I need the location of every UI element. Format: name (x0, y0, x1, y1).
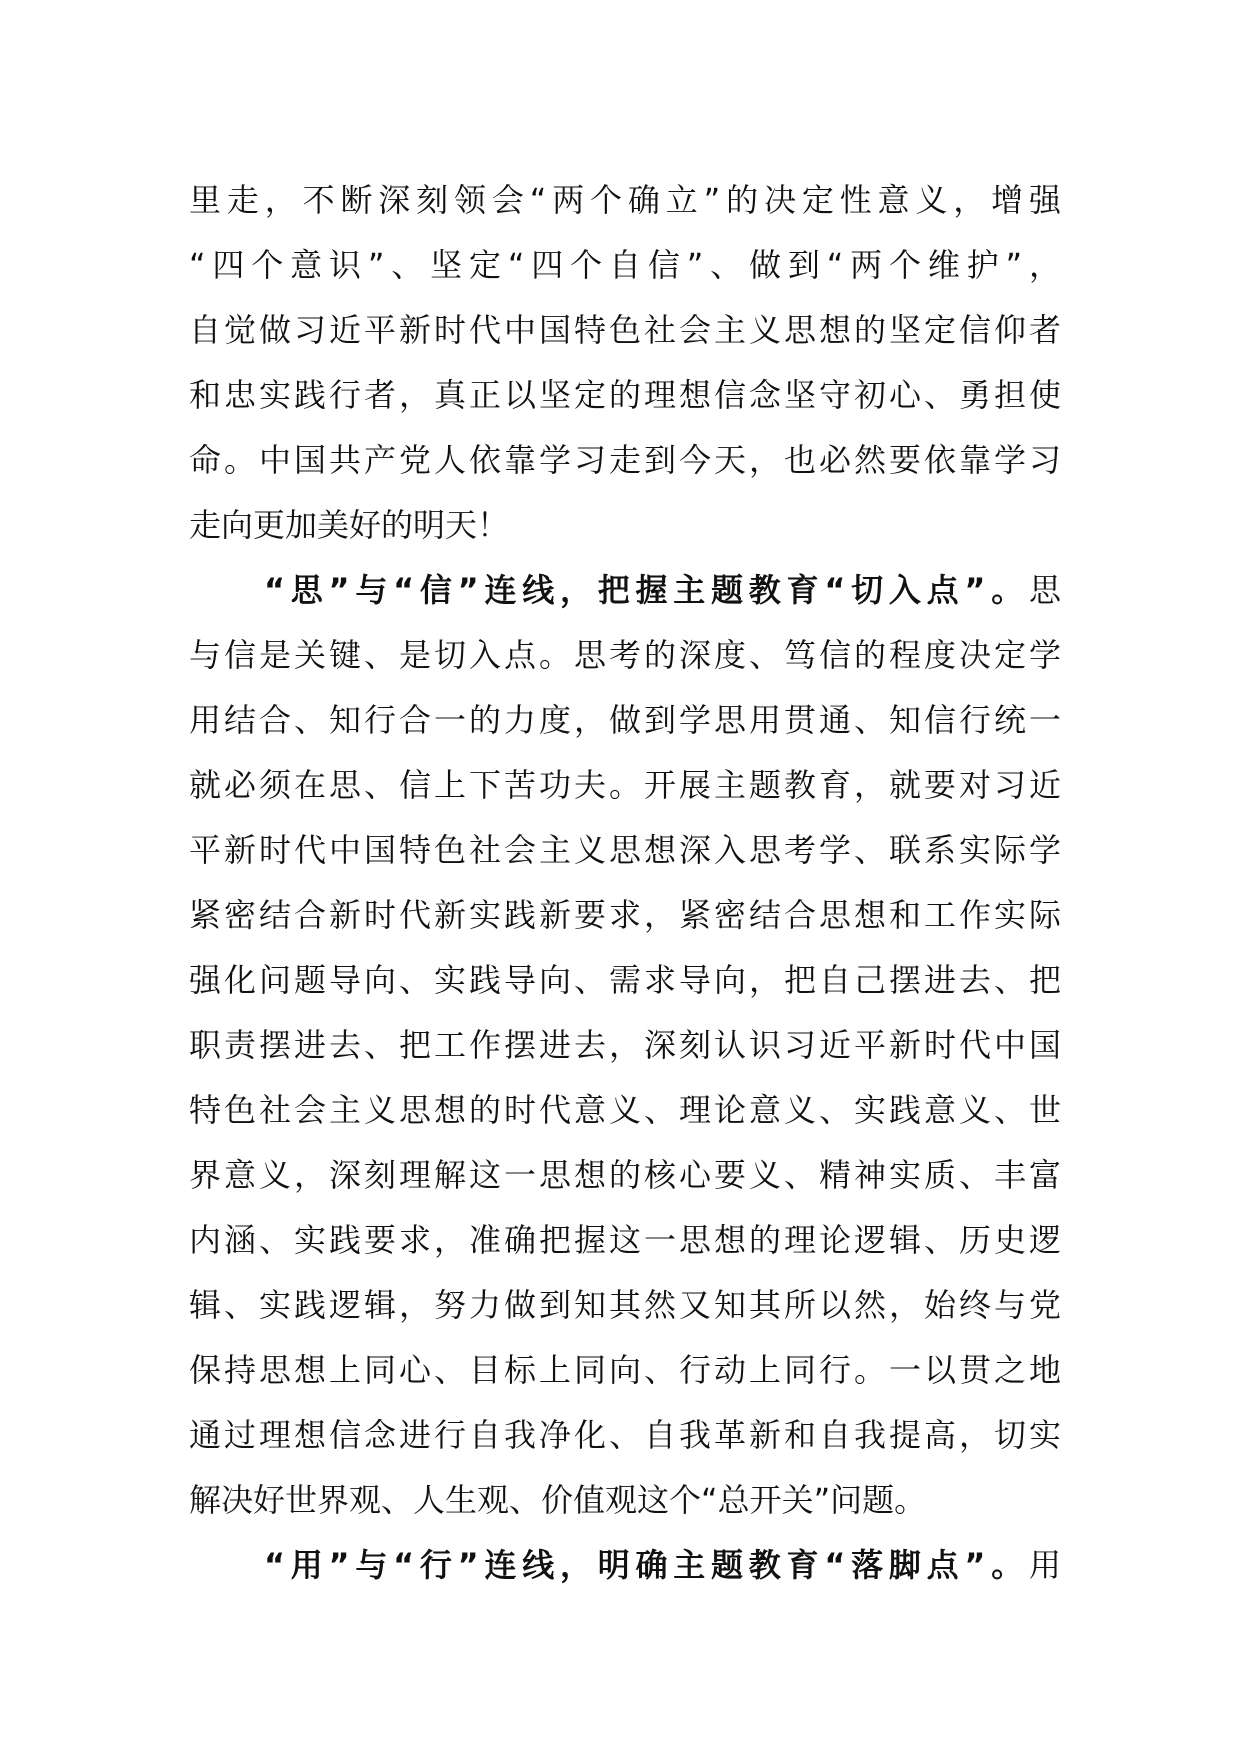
text-line: 辑、实践逻辑，努力做到知其然又知其所以然，始终与党 (189, 1286, 1061, 1324)
paragraph-2 (189, 558, 1061, 1533)
text-line: 就必须在思、信上下苦功夫。开展主题教育，就要对习近 (189, 766, 1061, 804)
text-line: 与信是关键、是切入点。思考的深度、笃信的程度决定学 (189, 636, 1061, 674)
document-body (189, 168, 1061, 1598)
paragraph-3 (189, 1533, 1061, 1598)
text-line: 解决好世界观、人生观、价值观这个“总开关”问题。 (189, 1481, 927, 1519)
text-line: 和忠实践行者，真正以坚定的理想信念坚守初心、勇担使 (189, 376, 1061, 414)
paragraph-1 (189, 168, 1061, 558)
text-line: 职责摆进去、把工作摆进去，深刻认识习近平新时代中国 (189, 1026, 1061, 1064)
text-line: 自觉做习近平新时代中国特色社会主义思想的坚定信仰者 (189, 311, 1061, 349)
text-line: 紧密结合新时代新实践新要求，紧密结合思想和工作实际 (189, 896, 1061, 934)
text-line: 用结合、知行合一的力度，做到学思用贯通、知信行统一 (189, 701, 1061, 739)
paragraph-lead-heading: “思”与“信”连线，把握主题教育“切入点”。 (264, 571, 1029, 609)
text-line: “四个意识”、坚定“四个自信”、做到“两个维护”， (189, 246, 1061, 284)
paragraph-lead-heading: “用”与“行”连线，明确主题教育“落脚点”。 (264, 1546, 1029, 1584)
text-line: 走向更加美好的明天！ (189, 506, 510, 544)
text-line: 保持思想上同心、目标上同向、行动上同行。一以贯之地 (189, 1351, 1061, 1389)
text-line: 内涵、实践要求，准确把握这一思想的理论逻辑、历史逻 (189, 1221, 1061, 1259)
text-fragment: 用 (1028, 1546, 1061, 1584)
text-line: 命。中国共产党人依靠学习走到今天，也必然要依靠学习 (189, 441, 1061, 479)
text-line: 强化问题导向、实践导向、需求导向，把自己摆进去、把 (189, 961, 1061, 999)
text-line: 里走，不断深刻领会“两个确立”的决定性意义，增强 (189, 181, 1061, 219)
text-line: 界意义，深刻理解这一思想的核心要义、精神实质、丰富 (189, 1156, 1061, 1194)
text-line: 通过理想信念进行自我净化、自我革新和自我提高，切实 (189, 1416, 1061, 1454)
text-fragment: 思 (1028, 571, 1061, 609)
text-line: 平新时代中国特色社会主义思想深入思考学、联系实际学 (189, 831, 1061, 869)
paragraph-heading-line (189, 1533, 1061, 1598)
paragraph-heading-line (189, 558, 1061, 623)
text-line: 特色社会主义思想的时代意义、理论意义、实践意义、世 (189, 1091, 1061, 1129)
